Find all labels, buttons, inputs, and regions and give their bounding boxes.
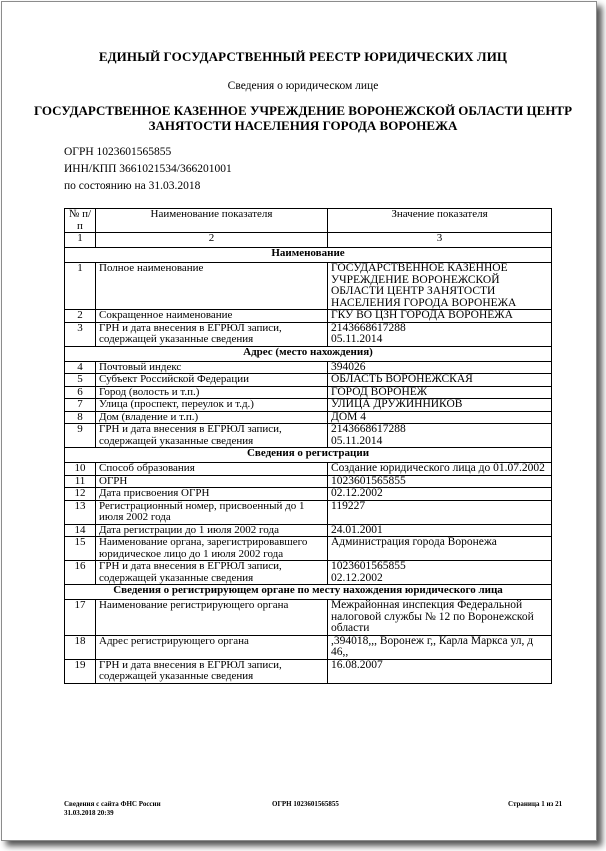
row-indicator-value: 394026 xyxy=(331,360,366,373)
row-indicator-value: Создание юридического лица до 01.07.2002 xyxy=(331,462,545,474)
row-number: 11 xyxy=(65,475,96,488)
row-indicator-value: УЛИЦА ДРУЖИННИКОВ xyxy=(331,398,463,410)
row-indicator-value-cell xyxy=(328,463,552,476)
row-indicator-value: ,394018,,, Воронеж г,, Карла Маркса ул, д 46,, xyxy=(331,634,534,658)
table-row xyxy=(65,488,552,501)
row-indicator-value-cell xyxy=(328,310,552,323)
row-indicator-value: 119227 xyxy=(331,499,366,512)
table-row xyxy=(65,524,552,537)
footer-source-line1: Сведения с сайта ФНС России xyxy=(64,800,161,808)
footer-page-number: Страница 1 из 21 xyxy=(508,800,563,808)
row-indicator-name: Дата присвоения ОГРН xyxy=(96,488,328,501)
row-indicator-name: ГРН и дата внесения в ЕГРЮЛ записи, содержащей указанные сведения xyxy=(96,561,328,585)
row-indicator-value-cell xyxy=(328,399,552,412)
row-indicator-date: 02.12.2002 xyxy=(331,571,383,584)
footer-source-line2: 31.03.2018 20:39 xyxy=(64,809,114,817)
row-number: 10 xyxy=(65,463,96,476)
row-indicator-value-cell xyxy=(328,500,552,524)
registry-table xyxy=(64,208,552,684)
row-indicator-value-cell xyxy=(328,374,552,387)
table-header-row xyxy=(65,209,552,233)
table-row xyxy=(65,411,552,424)
table-row xyxy=(65,537,552,561)
row-indicator-date: 05.11.2014 xyxy=(331,434,383,447)
row-indicator-name: Регистрационный номер, присвоенный до 1 июля 2002 года xyxy=(96,500,328,524)
row-number: 7 xyxy=(65,399,96,412)
row-number: 4 xyxy=(65,361,96,374)
row-indicator-value: 1023601565855 xyxy=(331,474,406,487)
row-indicator-value-cell xyxy=(328,424,552,448)
row-indicator-name: Почтовый индекс xyxy=(96,361,328,374)
ogrn-line: ОГРН 1023601565855 xyxy=(64,146,172,158)
document-subtitle: Сведения о юридическом лице xyxy=(227,80,379,92)
section-title: Адрес (место нахождения) xyxy=(65,346,552,361)
table-row xyxy=(65,424,552,448)
section-title: Сведения о регистрирующем органе по месту нахождения юридического лица xyxy=(65,585,552,600)
row-number: 17 xyxy=(65,600,96,636)
row-indicator-value-cell xyxy=(328,411,552,424)
row-indicator-name: Полное наименование xyxy=(96,263,328,310)
table-row xyxy=(65,463,552,476)
section-title: Сведения о регистрации xyxy=(65,448,552,463)
row-indicator-name: ГРН и дата внесения в ЕГРЮЛ записи, содержащей указанные сведения xyxy=(96,322,328,346)
column-number-row xyxy=(65,233,552,248)
row-indicator-value: 2143668617288 xyxy=(331,423,406,435)
table-row xyxy=(65,386,552,399)
header-cell-name: Наименование показателя xyxy=(96,209,328,233)
row-number: 3 xyxy=(65,322,96,346)
column-number-3: 3 xyxy=(328,233,552,248)
row-number: 18 xyxy=(65,635,96,659)
row-indicator-name: Адрес регистрирующего органа xyxy=(96,635,328,659)
row-indicator-name: Способ образования xyxy=(96,463,328,476)
row-number: 5 xyxy=(65,374,96,387)
row-indicator-value: ГОСУДАРСТВЕННОЕ КАЗЕННОЕ УЧРЕЖДЕНИЕ ВОРОНЕЖСКОЙ ОБЛАСТИ ЦЕНТР ЗАНЯТОСТИ НАСЕЛЕНИЯ ГОРОДА ВОРОНЕЖА xyxy=(331,262,517,309)
row-number: 13 xyxy=(65,500,96,524)
row-number: 1 xyxy=(65,263,96,310)
inn-kpp-line: ИНН/КПП 3661021534/366201001 xyxy=(64,163,232,175)
row-indicator-name: Дата регистрации до 1 июля 2002 года xyxy=(96,524,328,537)
table-row xyxy=(65,310,552,323)
table-row xyxy=(65,374,552,387)
row-indicator-value-cell xyxy=(328,475,552,488)
row-indicator-value-cell xyxy=(328,524,552,537)
row-indicator-name: Город (волость и т.п.) xyxy=(96,386,328,399)
row-indicator-value-cell xyxy=(328,361,552,374)
table-row xyxy=(65,659,552,683)
row-number: 9 xyxy=(65,424,96,448)
section-header-row xyxy=(65,448,552,463)
row-indicator-name: Сокращенное наименование xyxy=(96,310,328,323)
row-indicator-name: Дом (владение и т.п.) xyxy=(96,411,328,424)
document-title: ЕДИНЫЙ ГОСУДАРСТВЕННЫЙ РЕЕСТР ЮРИДИЧЕСКИХ ЛИЦ xyxy=(98,49,508,64)
row-number: 6 xyxy=(65,386,96,399)
row-indicator-value-cell xyxy=(328,386,552,399)
row-indicator-name: Наименование органа, зарегистрировавшего юридическое лицо до 1 июля 2002 года xyxy=(96,537,328,561)
row-indicator-value-cell xyxy=(328,488,552,501)
row-indicator-name: Субъект Российской Федерации xyxy=(96,374,328,387)
header-cell-value: Значение показателя xyxy=(328,209,552,233)
row-indicator-value-cell xyxy=(328,322,552,346)
table-row xyxy=(65,361,552,374)
row-indicator-value: 1023601565855 xyxy=(331,560,406,572)
section-header-row xyxy=(65,346,552,361)
row-number: 19 xyxy=(65,659,96,683)
column-number-2: 2 xyxy=(96,233,328,248)
row-indicator-value-cell xyxy=(328,561,552,585)
table-row xyxy=(65,475,552,488)
row-number: 12 xyxy=(65,488,96,501)
row-indicator-value: 2143668617288 xyxy=(331,321,406,334)
row-indicator-name: ГРН и дата внесения в ЕГРЮЛ записи, содержащей указанные сведения xyxy=(96,659,328,683)
footer-ogrn: ОГРН 1023601565855 xyxy=(272,800,339,808)
section-header-row xyxy=(65,248,552,263)
row-number: 15 xyxy=(65,537,96,561)
row-indicator-value: ГОРОД ВОРОНЕЖ xyxy=(331,385,428,398)
row-indicator-value-cell xyxy=(328,263,552,310)
table-row xyxy=(65,263,552,310)
row-indicator-name: Улица (проспект, переулок и т.д.) xyxy=(96,399,328,412)
column-number-1: 1 xyxy=(65,233,96,248)
table-row xyxy=(65,399,552,412)
row-indicator-value: 02.12.2002 xyxy=(331,487,383,499)
table-row xyxy=(65,600,552,636)
row-indicator-value: Администрация города Воронежа xyxy=(331,536,497,548)
organization-name-line1: ГОСУДАРСТВЕННОЕ КАЗЕННОЕ УЧРЕЖДЕНИЕ ВОРОНЕЖСКОЙ ОБЛАСТИ ЦЕНТР xyxy=(33,103,573,118)
row-indicator-name: ОГРН xyxy=(96,475,328,488)
row-indicator-value: ГКУ ВО ЦЗН ГОРОДА ВОРОНЕЖА xyxy=(331,309,513,321)
row-number: 16 xyxy=(65,561,96,585)
table-row xyxy=(65,561,552,585)
table-row xyxy=(65,500,552,524)
row-indicator-name: Наименование регистрирующего органа xyxy=(96,600,328,636)
row-indicator-value-cell xyxy=(328,635,552,659)
header-cell-number: № п/п xyxy=(65,209,96,233)
as-of-date: по состоянию на 31.03.2018 xyxy=(64,180,201,192)
organization-name-line2: ЗАНЯТОСТИ НАСЕЛЕНИЯ ГОРОДА ВОРОНЕЖА xyxy=(148,118,458,133)
table-row xyxy=(65,322,552,346)
row-indicator-value: ДОМ 4 xyxy=(331,410,366,423)
row-indicator-value: Межрайонная инспекция Федеральной налоговой службы № 12 по Воронежской области xyxy=(331,599,534,634)
footer-source xyxy=(64,800,161,818)
row-number: 8 xyxy=(65,411,96,424)
row-number: 2 xyxy=(65,310,96,323)
row-indicator-value: ОБЛАСТЬ ВОРОНЕЖСКАЯ xyxy=(331,373,473,385)
organization-name xyxy=(0,103,606,133)
row-number: 14 xyxy=(65,524,96,537)
row-indicator-name: ГРН и дата внесения в ЕГРЮЛ записи, содержащей указанные сведения xyxy=(96,424,328,448)
section-title: Наименование xyxy=(65,248,552,263)
row-indicator-value-cell xyxy=(328,600,552,636)
row-indicator-value-cell xyxy=(328,537,552,561)
table-row xyxy=(65,635,552,659)
row-indicator-value-cell xyxy=(328,659,552,683)
section-header-row xyxy=(65,585,552,600)
row-indicator-date: 05.11.2014 xyxy=(331,333,383,345)
row-indicator-value: 16.08.2007 xyxy=(331,658,383,671)
row-indicator-value: 24.01.2001 xyxy=(331,523,383,536)
